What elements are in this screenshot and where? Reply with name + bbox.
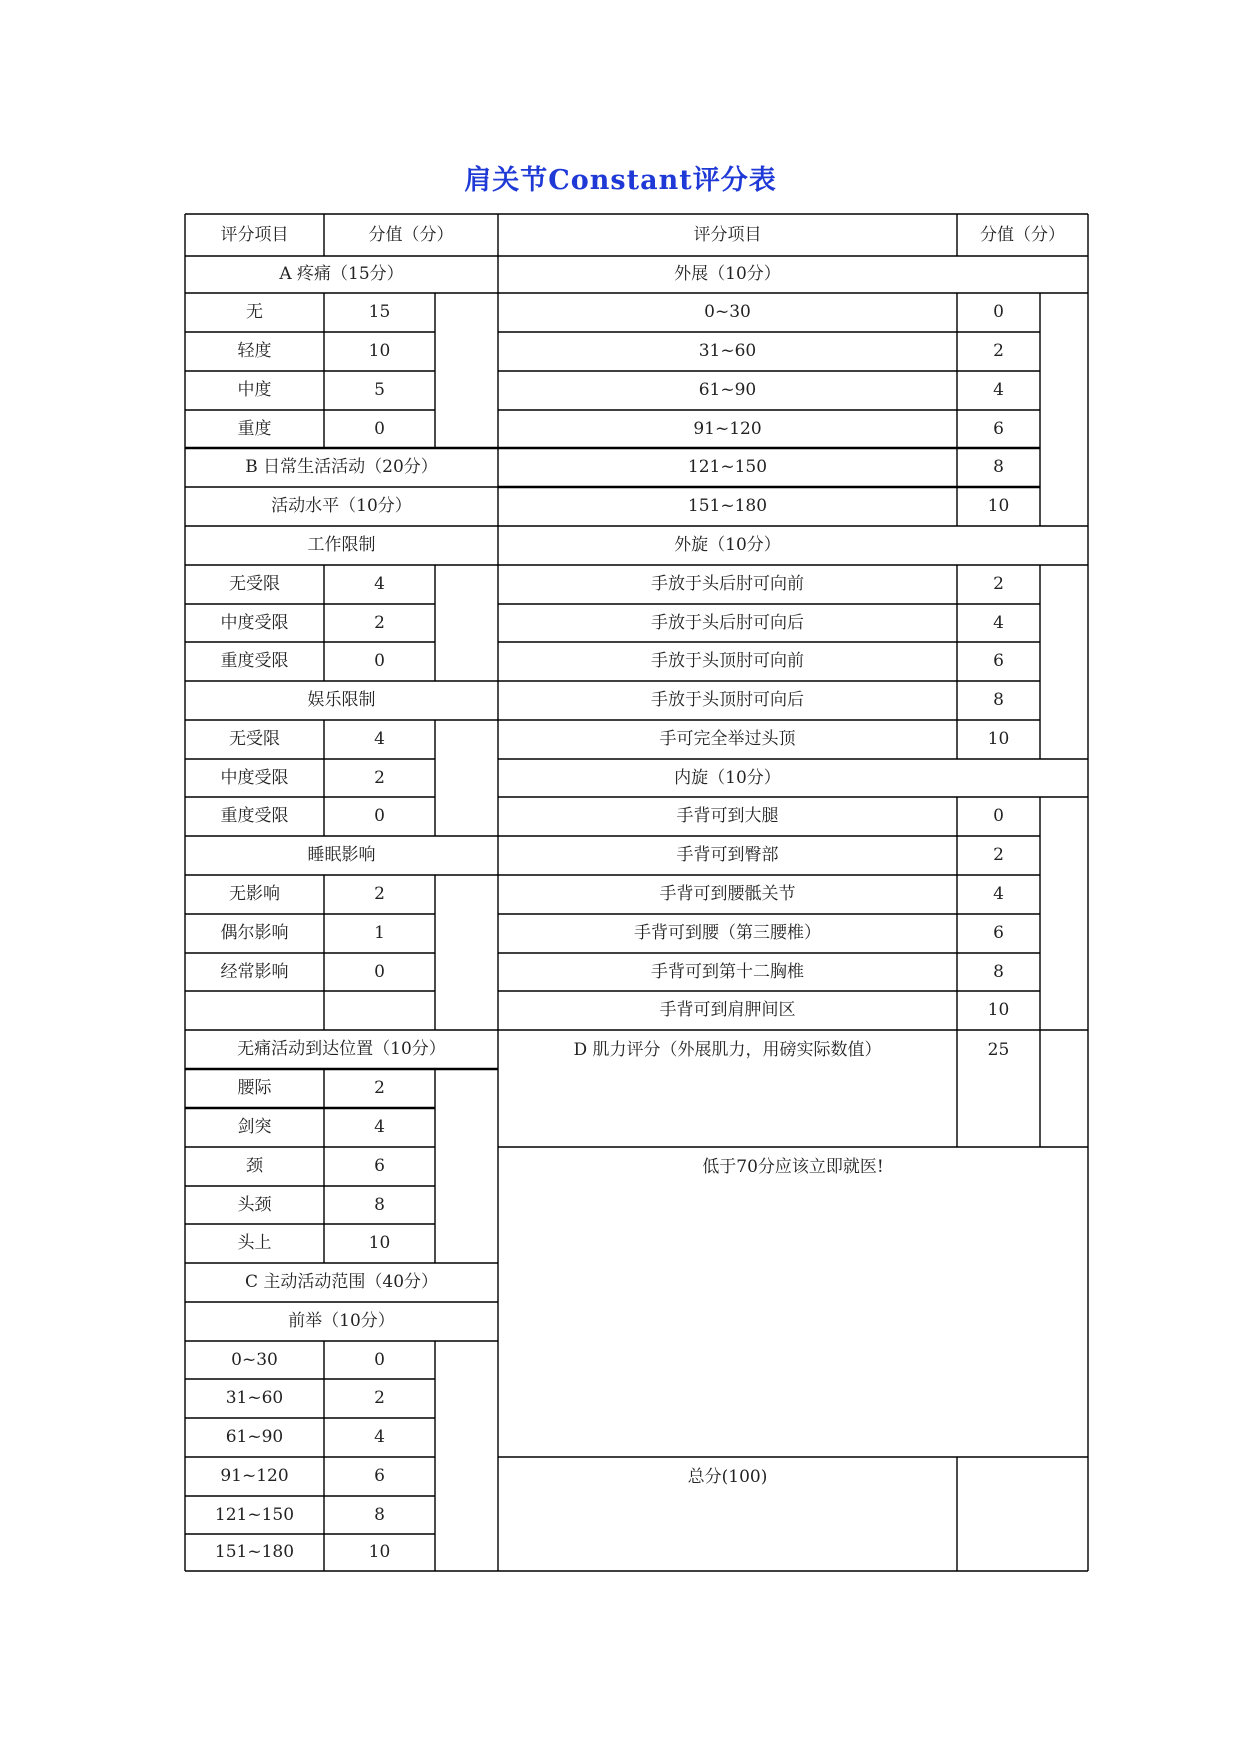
work-row-score: 0 [374,651,385,671]
external-rotation-row-label: 手放于头后肘可向后 [651,612,804,633]
flexion-row-label: 151~180 [214,1542,295,1562]
activity-level-heading: 活动水平（10分） [271,496,412,516]
external-rotation-row-score: 10 [987,729,1010,749]
pain-row-score: 5 [374,380,385,400]
abduction-row-label: 31~60 [698,341,757,361]
reach-row-label: 头上 [237,1233,272,1253]
internal-rotation-row-score: 2 [993,845,1004,865]
external-rotation-row-score: 4 [993,612,1004,633]
external-rotation-row-label: 手放于头顶肘可向前 [651,651,804,671]
leisure-row-label: 重度受限 [220,806,289,826]
internal-rotation-row-score: 10 [987,1000,1010,1020]
sleep-row-score: 2 [374,884,385,904]
pain-row-label: 轻度 [237,341,272,361]
leisure-row-score: 0 [374,806,385,826]
internal-rotation-row-label: 手背可到大腿 [676,806,779,826]
strength-label: D 肌力评分（外展肌力，用磅实际数值） [573,1040,882,1060]
reach-heading: 无痛活动到达位置（10分） [237,1039,446,1059]
reach-row-score: 8 [374,1194,385,1215]
header-score-label-left: 分值（分） [368,224,454,245]
leisure-row-score: 2 [374,767,385,788]
pain-heading: A 疼痛（15分） [279,264,404,284]
warning-note: 低于70分应该立即就医! [702,1157,884,1177]
pain-row-label: 中度 [237,380,272,400]
reach-row-label: 腰际 [237,1078,272,1098]
pain-row-score: 0 [374,418,385,439]
flexion-heading: 前举（10分） [288,1311,395,1331]
internal-rotation-row-label: 手背可到腰（第三腰椎） [634,923,821,943]
abduction-row-score: 6 [993,418,1004,439]
pain-row-score: 10 [368,341,391,361]
abduction-row-label: 151~180 [687,496,768,516]
pain-row-score: 15 [368,302,391,322]
external-rotation-row-score: 8 [993,690,1004,710]
internal-rotation-row-score: 0 [993,806,1004,826]
adl-heading: B 日常生活活动（20分） [245,457,438,477]
abduction-row-label: 121~150 [687,457,768,477]
flexion-row-score: 0 [374,1349,385,1370]
header-item-label-right: 评分项目 [693,224,762,245]
sleep-row-label: 经常影响 [220,961,289,982]
leisure-row-label: 中度受限 [220,767,289,788]
work-row-label: 无受限 [229,574,280,594]
flexion-row-label: 121~150 [214,1504,295,1525]
internal-rotation-row-score: 6 [993,923,1004,943]
work-row-label: 中度受限 [220,612,289,633]
reach-row-label: 剑突 [237,1117,272,1137]
flexion-row-label: 31~60 [225,1388,284,1408]
abduction-heading: 外展（10分） [674,264,781,284]
internal-rotation-row-label: 手背可到臀部 [676,845,779,865]
leisure-row-label: 无受限 [229,729,280,749]
reach-row-score: 4 [374,1117,385,1137]
reach-row-score: 6 [374,1156,385,1176]
flexion-row-score: 4 [374,1427,385,1447]
page-title: 肩关节Constant评分表 [464,165,777,196]
flexion-row-score: 8 [374,1504,385,1525]
total-score-value[interactable] [957,1457,1088,1571]
flexion-row-score: 10 [368,1542,391,1562]
total-score-label: 总分(100) [687,1467,768,1487]
reach-row-score: 10 [368,1233,391,1253]
external-rotation-row-score: 2 [993,574,1004,594]
flexion-row-label: 61~90 [225,1427,284,1447]
header-score-label-right: 分值（分） [980,224,1065,245]
abduction-row-score: 10 [987,496,1010,516]
flexion-row-label: 0~30 [231,1349,278,1370]
external-rotation-row-label: 手放于头顶肘可向后 [651,690,804,710]
sleep-row-label: 偶尔影响 [220,923,289,943]
pain-row-label: 重度 [237,418,272,439]
leisure-heading: 娱乐限制 [307,690,376,710]
flexion-row-label: 91~120 [220,1466,289,1486]
pain-row-label: 无 [246,302,263,322]
sleep-row-label: 无影响 [229,884,280,904]
work-row-label: 重度受限 [220,651,289,671]
flexion-row-score: 2 [374,1388,385,1408]
external-rotation-row-score: 6 [993,651,1004,671]
abduction-row-score: 0 [993,302,1004,322]
work-row-score: 4 [374,574,385,594]
work-heading: 工作限制 [307,535,376,555]
header-item-label-left: 评分项目 [220,224,289,245]
leisure-row-score: 4 [374,729,385,749]
internal-rotation-row-score: 8 [993,961,1004,982]
sleep-row-score: 1 [374,923,385,943]
reach-row-label: 头颈 [237,1194,272,1215]
abduction-row-label: 61~90 [698,380,757,400]
external-rotation-row-label: 手放于头后肘可向前 [651,574,804,594]
internal-rotation-row-label: 手背可到肩胛间区 [659,1000,796,1020]
external-rotation-heading: 外旋（10分） [674,535,781,555]
abduction-row-score: 8 [993,457,1004,477]
internal-rotation-heading: 内旋（10分） [674,767,781,788]
reach-row-label: 颈 [246,1156,263,1176]
external-rotation-row-label: 手可完全举过头顶 [659,729,796,749]
strength-score: 25 [987,1040,1010,1060]
rom-heading: C 主动活动范围（40分） [244,1272,439,1292]
abduction-row-score: 2 [993,341,1004,361]
internal-rotation-row-score: 4 [993,884,1004,904]
internal-rotation-row-label: 手背可到第十二胸椎 [651,961,804,982]
internal-rotation-row-label: 手背可到腰骶关节 [659,884,796,904]
abduction-row-score: 4 [993,380,1004,400]
sleep-heading: 睡眠影响 [307,845,376,865]
abduction-row-label: 0~30 [704,302,751,322]
abduction-row-label: 91~120 [693,418,762,439]
reach-row-score: 2 [374,1078,385,1098]
flexion-row-score: 6 [374,1466,385,1486]
work-row-score: 2 [374,612,385,633]
sleep-row-score: 0 [374,961,385,982]
